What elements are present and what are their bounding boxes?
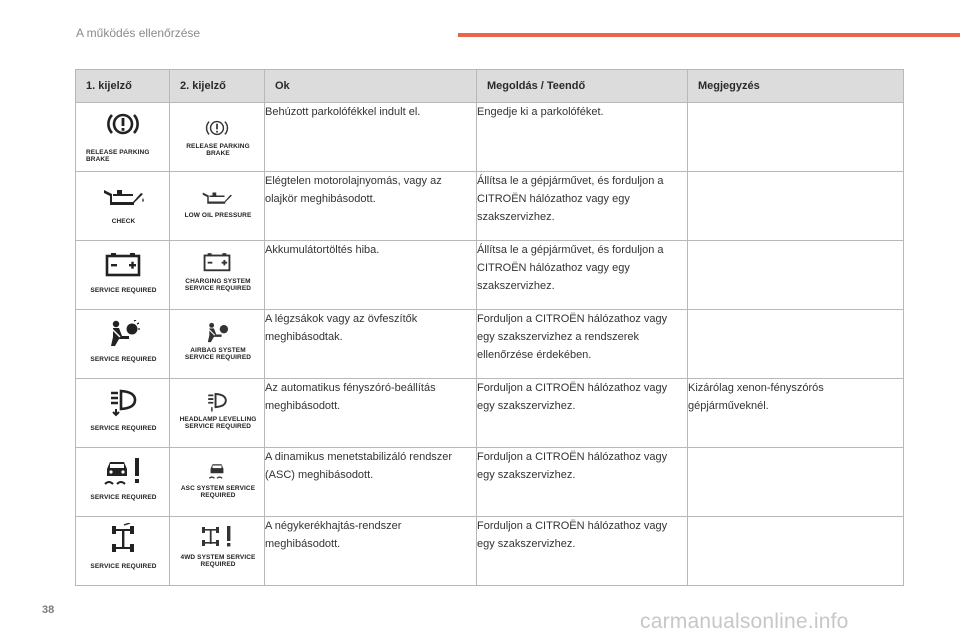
note-cell <box>688 517 904 586</box>
display1-cell <box>76 172 170 241</box>
column-header-note: Megjegyzés <box>688 70 904 103</box>
display2-caption: ASC SYSTEM SERVICE REQUIRED <box>180 485 256 499</box>
4wd-icon <box>76 523 169 555</box>
parking-brake-icon <box>170 118 264 138</box>
display1-caption: RELEASE PARKING BRAKE <box>86 149 150 163</box>
header-accent-bar <box>458 33 960 37</box>
display1-cell <box>76 310 170 379</box>
display2-caption: LOW OIL PRESSURE <box>184 212 252 219</box>
table-row <box>76 310 904 379</box>
cause-cell: Elégtelen motorolajnyomás, vagy az olajkör meghibásodott. <box>265 172 477 241</box>
asc-skid-icon <box>76 456 169 486</box>
4wd-icon <box>170 525 264 549</box>
cause-cell: A négykerékhajtás-rendszer meghibásodott. <box>265 517 477 586</box>
oil-can-icon <box>76 184 169 208</box>
table-row <box>76 379 904 448</box>
solution-cell: Engedje ki a parkolóféket. <box>477 103 688 172</box>
solution-cell: Forduljon a CITROËN hálózathoz vagy egy szakszervizhez a rendszerek ellenőrzése érdekében. <box>477 310 688 379</box>
table-row <box>76 448 904 517</box>
note-cell: Kizárólag xenon-fényszórós gépjárműveknél. <box>688 379 904 448</box>
table-row <box>76 172 904 241</box>
airbag-icon <box>170 322 264 344</box>
cause-cell: A dinamikus menetstabilizáló rendszer (ASC) meghibásodott. <box>265 448 477 517</box>
display2-cell <box>170 103 265 172</box>
display2-caption: 4WD SYSTEM SERVICE REQUIRED <box>180 554 256 568</box>
display2-cell <box>170 241 265 310</box>
parking-brake-icon <box>76 110 169 138</box>
battery-icon <box>76 253 169 277</box>
headlamp-levelling-icon <box>170 391 264 413</box>
oil-can-icon <box>170 188 264 206</box>
note-cell <box>688 448 904 517</box>
solution-cell: Forduljon a CITROËN hálózathoz vagy egy szakszervizhez. <box>477 517 688 586</box>
display2-cell <box>170 172 265 241</box>
display1-cell <box>76 241 170 310</box>
watermark: carmanualsonline.info <box>640 610 849 633</box>
solution-cell: Állítsa le a gépjárművet, és forduljon a CITROËN hálózathoz vagy egy szakszervizhez. <box>477 172 688 241</box>
cause-cell: Akkumulátortöltés hiba. <box>265 241 477 310</box>
display2-caption: CHARGING SYSTEM SERVICE REQUIRED <box>184 278 252 292</box>
table-row <box>76 103 904 172</box>
note-cell <box>688 241 904 310</box>
table-header-row <box>76 70 904 103</box>
display1-cell <box>76 379 170 448</box>
cause-cell: Behúzott parkolófékkel indult el. <box>265 103 477 172</box>
display1-caption: SERVICE REQUIRED <box>90 494 157 501</box>
solution-cell: Forduljon a CITROËN hálózathoz vagy egy szakszervizhez. <box>477 379 688 448</box>
cause-cell: A légzsákok vagy az övfeszítők meghibásodtak. <box>265 310 477 379</box>
cause-cell: Az automatikus fényszóró-beállítás meghibásodott. <box>265 379 477 448</box>
column-header-display2: 2. kijelző <box>170 70 265 103</box>
solution-cell: Forduljon a CITROËN hálózathoz vagy egy szakszervizhez. <box>477 448 688 517</box>
column-header-cause: Ok <box>265 70 477 103</box>
airbag-icon <box>76 320 169 348</box>
display2-cell <box>170 448 265 517</box>
warning-table <box>75 69 904 586</box>
battery-icon <box>170 253 264 272</box>
display1-caption: SERVICE REQUIRED <box>90 425 157 432</box>
note-cell <box>688 310 904 379</box>
note-cell <box>688 172 904 241</box>
display2-cell <box>170 310 265 379</box>
table-row <box>76 517 904 586</box>
page-number: 38 <box>42 604 55 616</box>
table-row <box>76 241 904 310</box>
display2-caption: RELEASE PARKING BRAKE <box>186 143 250 157</box>
asc-skid-icon <box>170 460 264 480</box>
display1-cell <box>76 517 170 586</box>
display2-cell <box>170 379 265 448</box>
display1-caption: SERVICE REQUIRED <box>90 563 157 570</box>
column-header-solution: Megoldás / Teendő <box>477 70 688 103</box>
display1-caption: SERVICE REQUIRED <box>90 287 157 294</box>
page-section-title: A működés ellenőrzése <box>76 26 201 40</box>
display1-cell <box>76 103 170 172</box>
column-header-display1: 1. kijelző <box>76 70 170 103</box>
display2-caption: HEADLAMP LEVELLING SERVICE REQUIRED <box>179 416 257 430</box>
headlamp-levelling-icon <box>76 387 169 417</box>
display1-cell <box>76 448 170 517</box>
note-cell <box>688 103 904 172</box>
display2-cell <box>170 517 265 586</box>
display1-caption: CHECK <box>111 218 136 225</box>
solution-cell: Állítsa le a gépjárművet, és forduljon a CITROËN hálózathoz vagy egy szakszervizhez. <box>477 241 688 310</box>
display1-caption: SERVICE REQUIRED <box>90 356 157 363</box>
display2-caption: AIRBAG SYSTEM SERVICE REQUIRED <box>184 347 252 361</box>
